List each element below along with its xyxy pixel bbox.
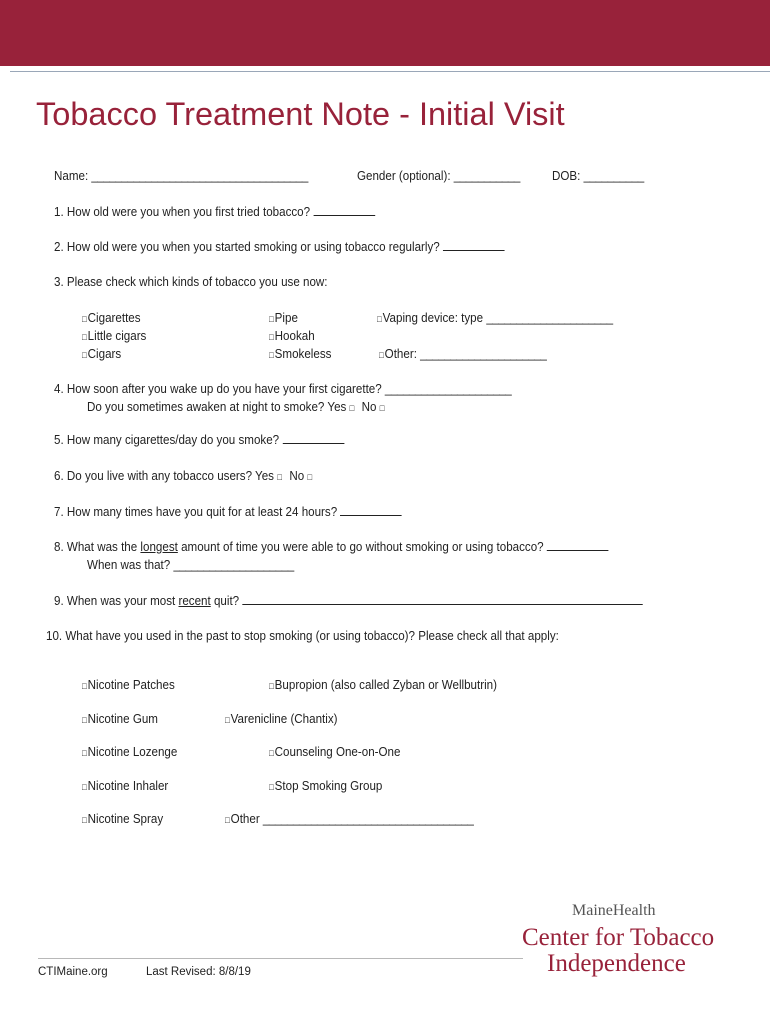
checkbox-stop-smoking-group[interactable]: □ Stop Smoking Group: [269, 778, 382, 795]
q4b-no-checkbox[interactable]: [380, 399, 386, 414]
checkbox-smokeless[interactable]: □ Smokeless: [269, 346, 331, 363]
logo-center-line: Center for Tobacco: [522, 924, 715, 951]
question-4: 4. How soon after you wake up do you have your first cigarette? _____________________: [54, 381, 512, 396]
question-1: 1. How old were you when you first tried tobacco?: [54, 204, 375, 220]
q8b-answer-line[interactable]: ____________________: [173, 557, 294, 572]
checkbox-little-cigars[interactable]: □ Little cigars: [82, 328, 146, 345]
checkbox-vaping[interactable]: □ Vaping device: type _____________________: [377, 310, 613, 327]
question-6: 6. Do you live with any tobacco users? Yes □ No □: [54, 468, 313, 485]
name-field[interactable]: Name: ____________________________________: [54, 168, 308, 183]
question-3: 3. Please check which kinds of tobacco you use now:: [54, 274, 328, 289]
question-7: 7. How many times have you quit for at least 24 hours?: [54, 504, 402, 520]
question-8b: When was that? ____________________: [87, 557, 294, 572]
footer-revised: Last Revised: 8/8/19: [146, 966, 251, 978]
checkbox-nicotine-inhaler[interactable]: □ Nicotine Inhaler: [82, 778, 168, 795]
header-rule: [10, 71, 770, 72]
question-2: 2. How old were you when you started smoking or using tobacco regularly?: [54, 239, 505, 255]
question-9: 9. When was your most recent quit?: [54, 593, 643, 609]
logo-independence-line: Independence: [547, 950, 686, 977]
question-8: 8. What was the longest amount of time you were able to go without smoking or using tobacco?: [54, 539, 608, 555]
checkbox-nicotine-patches[interactable]: □ Nicotine Patches: [82, 677, 175, 694]
q2-answer-line[interactable]: [443, 239, 505, 251]
q8-answer-line[interactable]: [547, 539, 609, 551]
q4b-yes-checkbox[interactable]: [350, 399, 356, 414]
logo-mainehealth: MaineHealth: [572, 902, 656, 919]
q4-answer-line[interactable]: _____________________: [384, 381, 512, 396]
checkbox-nicotine-spray[interactable]: □ Nicotine Spray: [82, 811, 163, 828]
question-10: 10. What have you used in the past to stop smoking (or using tobacco)? Please check all that apply:: [46, 628, 559, 643]
checkbox-other-aid[interactable]: □ Other ___________________________________: [225, 811, 473, 828]
checkbox-hookah[interactable]: □ Hookah: [269, 328, 315, 345]
footer-rule: [38, 958, 523, 959]
q7-answer-line[interactable]: [340, 504, 402, 516]
checkbox-other-tobacco[interactable]: □ Other: _____________________: [379, 346, 546, 363]
dob-field[interactable]: DOB: __________: [552, 168, 644, 183]
checkbox-pipe[interactable]: □ Pipe: [269, 310, 298, 327]
checkbox-cigarettes[interactable]: □ Cigarettes: [82, 310, 141, 327]
q5-answer-line[interactable]: [282, 432, 344, 444]
page-title: Tobacco Treatment Note - Initial Visit: [36, 96, 565, 132]
checkbox-cigars[interactable]: □ Cigars: [82, 346, 121, 363]
q1-answer-line[interactable]: [313, 204, 375, 216]
gender-field[interactable]: Gender (optional): ___________: [357, 168, 520, 183]
footer-site: CTIMaine.org: [38, 966, 108, 978]
checkbox-counseling[interactable]: □ Counseling One-on-One: [269, 744, 400, 761]
question-5: 5. How many cigarettes/day do you smoke?: [54, 432, 344, 448]
q6-yes-checkbox[interactable]: [277, 468, 283, 483]
checkbox-varenicline[interactable]: □ Varenicline (Chantix): [225, 711, 338, 728]
q6-no-checkbox[interactable]: [307, 468, 313, 483]
q9-answer-line[interactable]: [242, 593, 642, 605]
question-4b: Do you sometimes awaken at night to smoke? Yes □ No □: [87, 399, 385, 416]
header-bar: [0, 0, 770, 66]
checkbox-bupropion[interactable]: □ Bupropion (also called Zyban or Wellbutrin): [269, 677, 497, 694]
checkbox-nicotine-gum[interactable]: □ Nicotine Gum: [82, 711, 158, 728]
checkbox-nicotine-lozenge[interactable]: □ Nicotine Lozenge: [82, 744, 177, 761]
